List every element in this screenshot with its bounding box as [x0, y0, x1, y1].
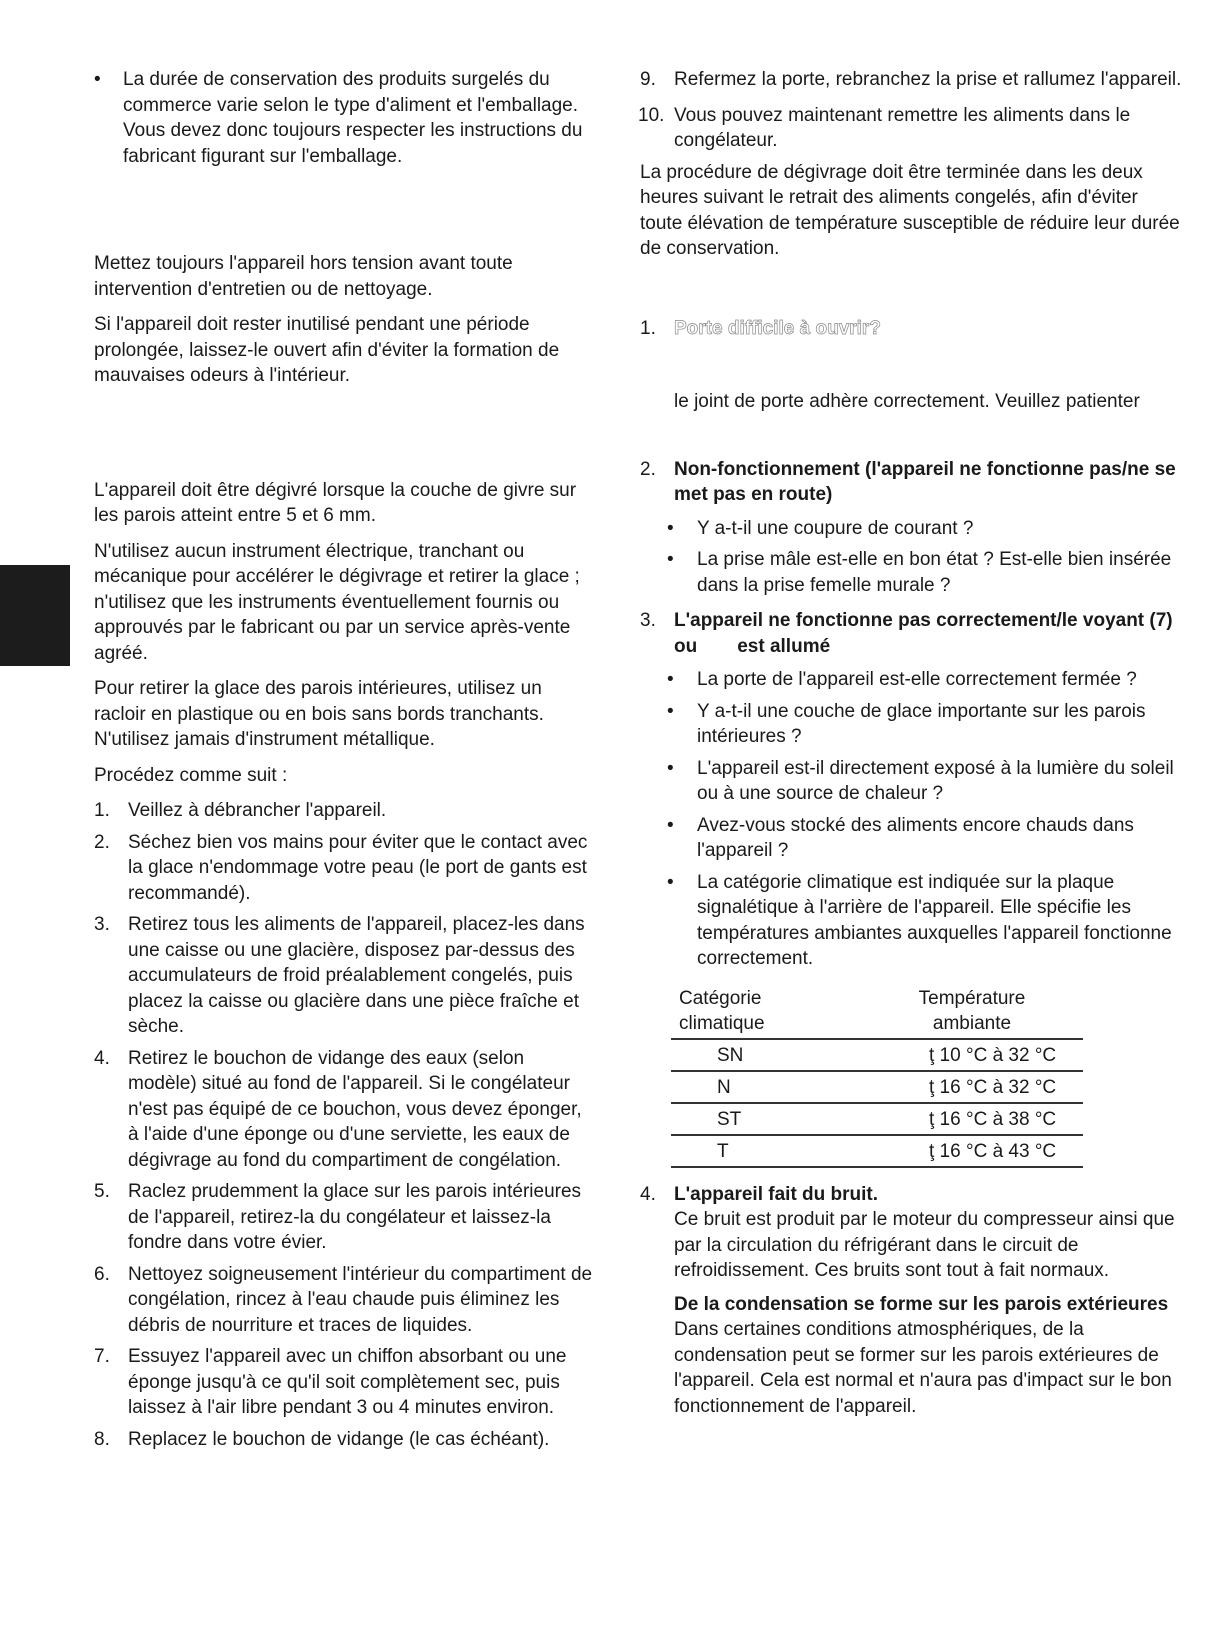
list-item: [94, 1344, 594, 1421]
trouble-4-title: L'appareil fait du bruit.: [674, 1183, 879, 1205]
defrost-paragraph-1: L'appareil doit être dégivré lorsque la couche de givre sur les parois atteint entre 5 et 6 mm.: [94, 479, 577, 526]
list-item: [640, 103, 1185, 154]
column-header-category: [671, 986, 857, 1039]
trouble-3-heading: [640, 608, 1185, 659]
trouble-4-heading: [640, 1182, 1185, 1208]
trouble-3-title: [674, 610, 1173, 657]
step-number: 3.: [94, 914, 110, 935]
defrost-time-note: La procédure de dégivrage doit être terminée dans les deux heures suivant le retrait des aliments congelés, afin d'éviter toute élévation de température susceptible de réduire leur durée de conservation.: [640, 161, 1180, 259]
list-item: • La porte de l'appareil est-elle correctement fermée ?: [640, 667, 1185, 693]
step-text: Retirez le bouchon de vidange des eaux (selon modèle) situé au fond de l'appareil. Si le congélateur n'est pas équipé de ce bouchon, vous devez éponger, à l'aide d'une éponge ou d'une serviette, les eaux de dégivrage au fond du compartiment de congélation.: [128, 1047, 582, 1171]
climate-category: N: [671, 1071, 857, 1103]
storage-bullet: • La durée de conservation des produits surgelés du commerce varie selon le type d'aliment et l'emballage. Vous devez donc toujours respecter les instructions du fabricant figurant sur l'emballage.: [94, 67, 594, 169]
list-item: • La catégorie climatique est indiquée sur la plaque signalétique à l'arrière de l'appareil. Elle spécifie les températures ambiantes auxquelles l'appareil fonctionne correctement.: [640, 870, 1185, 972]
ambient-temperature: ţ 16 °C à 43 °C: [857, 1135, 1083, 1167]
step-text: Séchez bien vos mains pour éviter que le contact avec la glace n'endommage votre peau (le port de gants est recommandé).: [128, 831, 588, 904]
list-item: [94, 798, 594, 824]
step-text: Veillez à débrancher l'appareil.: [128, 800, 387, 821]
maintenance-paragraph-1: Mettez toujours l'appareil hors tension avant toute intervention d'entretien ou de nettoyage.: [94, 253, 513, 300]
header-line: climatique: [679, 1012, 765, 1034]
ambient-temperature: ţ 16 °C à 38 °C: [857, 1103, 1083, 1135]
list-item: [640, 67, 1185, 93]
trouble-1-title: Porte difficile à ouvrir?: [674, 317, 881, 339]
list-item: • Y a-t-il une coupure de courant ?: [640, 516, 1185, 542]
side-tab-marker: [0, 565, 70, 666]
condensation-text: Dans certaines conditions atmosphériques, de la condensation peut se former sur les parois extérieures de l'appareil. Cela est normal et n'aura pas d'impact sur le bon fonctionnement de l'appareil.: [674, 1319, 1172, 1417]
ambient-temperature: ţ 16 °C à 32 °C: [857, 1071, 1083, 1103]
climate-class-table: [671, 986, 1083, 1168]
climate-category: SN: [671, 1039, 857, 1071]
trouble-number: 3.: [640, 610, 656, 631]
list-item: [94, 1179, 594, 1256]
step-number: 4.: [94, 1047, 110, 1069]
climate-category: T: [671, 1135, 857, 1167]
header-line: Catégorie: [679, 987, 762, 1009]
trouble-2-title: Non-fonctionnement (l'appareil ne fonctionne pas/ne se met pas en route): [674, 458, 1176, 505]
trouble-1-heading: [640, 316, 1185, 342]
list-item: [94, 912, 594, 1040]
table-row: [671, 1135, 1083, 1167]
step-text: Vous pouvez maintenant remettre les aliments dans le congélateur.: [674, 104, 1131, 151]
left-column: [94, 67, 594, 1458]
maintenance-paragraph-2: Si l'appareil doit rester inutilisé pendant une période prolongée, laissez-le ouvert afin d'éviter la formation de mauvaises odeurs à l'intérieur.: [94, 314, 560, 386]
table-row: [671, 1071, 1083, 1103]
trouble-number: 1.: [640, 317, 656, 339]
step-number: 1.: [94, 800, 110, 821]
trouble-4-text: Ce bruit est produit par le moteur du compresseur ainsi que par la circulation du réfrigérant dans le circuit de refroidissement. Ces bruits sont tout à fait normaux.: [674, 1209, 1175, 1281]
list-item: [94, 830, 594, 907]
list-item: • La prise mâle est-elle en bon état ? Est-elle bien insérée dans la prise femelle murale ?: [640, 547, 1185, 598]
ambient-temperature: ţ 10 °C à 32 °C: [857, 1039, 1083, 1071]
trouble-3-title-part-a: L'appareil ne fonctionne pas correctement/le voyant (7) ou: [674, 610, 1173, 657]
column-header-temperature: [857, 986, 1083, 1039]
step-number: 10.: [638, 104, 665, 126]
step-number: 7.: [94, 1346, 110, 1367]
right-column: [640, 67, 1185, 1419]
procedure-intro: Procédez comme suit :: [94, 764, 288, 786]
step-number: 6.: [94, 1263, 110, 1285]
step-text: Nettoyez soigneusement l'intérieur du compartiment de congélation, rincez à l'eau chaude puis éliminez les débris de nourriture et traces de liquides.: [128, 1263, 593, 1336]
trouble-3-title-part-b: est allumé: [737, 635, 831, 657]
list-item: • L'appareil est-il directement exposé à la lumière du soleil ou à une source de chaleur ?: [640, 756, 1185, 807]
list-item: • Y a-t-il une couche de glace importante sur les parois intérieures ?: [640, 699, 1185, 750]
trouble-2-heading: [640, 457, 1185, 508]
table-row: [671, 1103, 1083, 1135]
defrost-paragraph-3: Pour retirer la glace des parois intérieures, utilisez un racloir en plastique ou en bois sans bords tranchants. N'utilisez jamais d'instrument métallique.: [94, 678, 544, 750]
step-text: Refermez la porte, rebranchez la prise et rallumez l'appareil.: [674, 69, 1182, 90]
table-row: [671, 1039, 1083, 1071]
defrost-paragraph-2: N'utilisez aucun instrument électrique, tranchant ou mécanique pour accélérer le dégivrage et retirer la glace ; n'utilisez que les instruments éventuellement fournis ou approuvés par le fabricant ou par un service après-vente agréé.: [94, 540, 580, 664]
step-number: 2.: [94, 831, 110, 853]
header-line: ambiante: [932, 1012, 1012, 1034]
step-number: 5.: [94, 1181, 110, 1202]
trouble-number: 4.: [640, 1183, 656, 1205]
list-item: [94, 1427, 594, 1453]
list-item: [94, 1262, 594, 1339]
step-text: Retirez tous les aliments de l'appareil, placez-les dans une caisse ou une glacière, disposez par-dessus des accumulateurs de froid préalablement congelés, puis placez la caisse ou glacière dans une pièce fraîche et sèche.: [128, 914, 585, 1037]
table-header-row: [671, 986, 1083, 1039]
defrost-steps-list: [94, 798, 594, 1452]
list-item: [94, 1046, 594, 1174]
step-number: 9.: [640, 69, 656, 90]
trouble-1-text: le joint de porte adhère correctement. Veuillez patienter: [674, 391, 1140, 412]
trouble-number: 2.: [640, 458, 656, 480]
step-text: Replacez le bouchon de vidange (le cas échéant).: [128, 1428, 550, 1450]
step-text: Essuyez l'appareil avec un chiffon absorbant ou une éponge jusqu'à ce qu'il soit complètement sec, puis laissez à l'air libre pendant 3 ou 4 minutes environ.: [128, 1346, 567, 1418]
condensation-title: De la condensation se forme sur les parois extérieures: [674, 1293, 1169, 1315]
step-text: Raclez prudemment la glace sur les parois intérieures de l'appareil, retirez-la du congélateur et laissez-la fondre dans votre évier.: [128, 1181, 582, 1253]
climate-category: ST: [671, 1103, 857, 1135]
list-item: • Avez-vous stocké des aliments encore chauds dans l'appareil ?: [640, 813, 1185, 864]
header-line: Température: [918, 987, 1026, 1009]
step-number: 8.: [94, 1428, 110, 1450]
